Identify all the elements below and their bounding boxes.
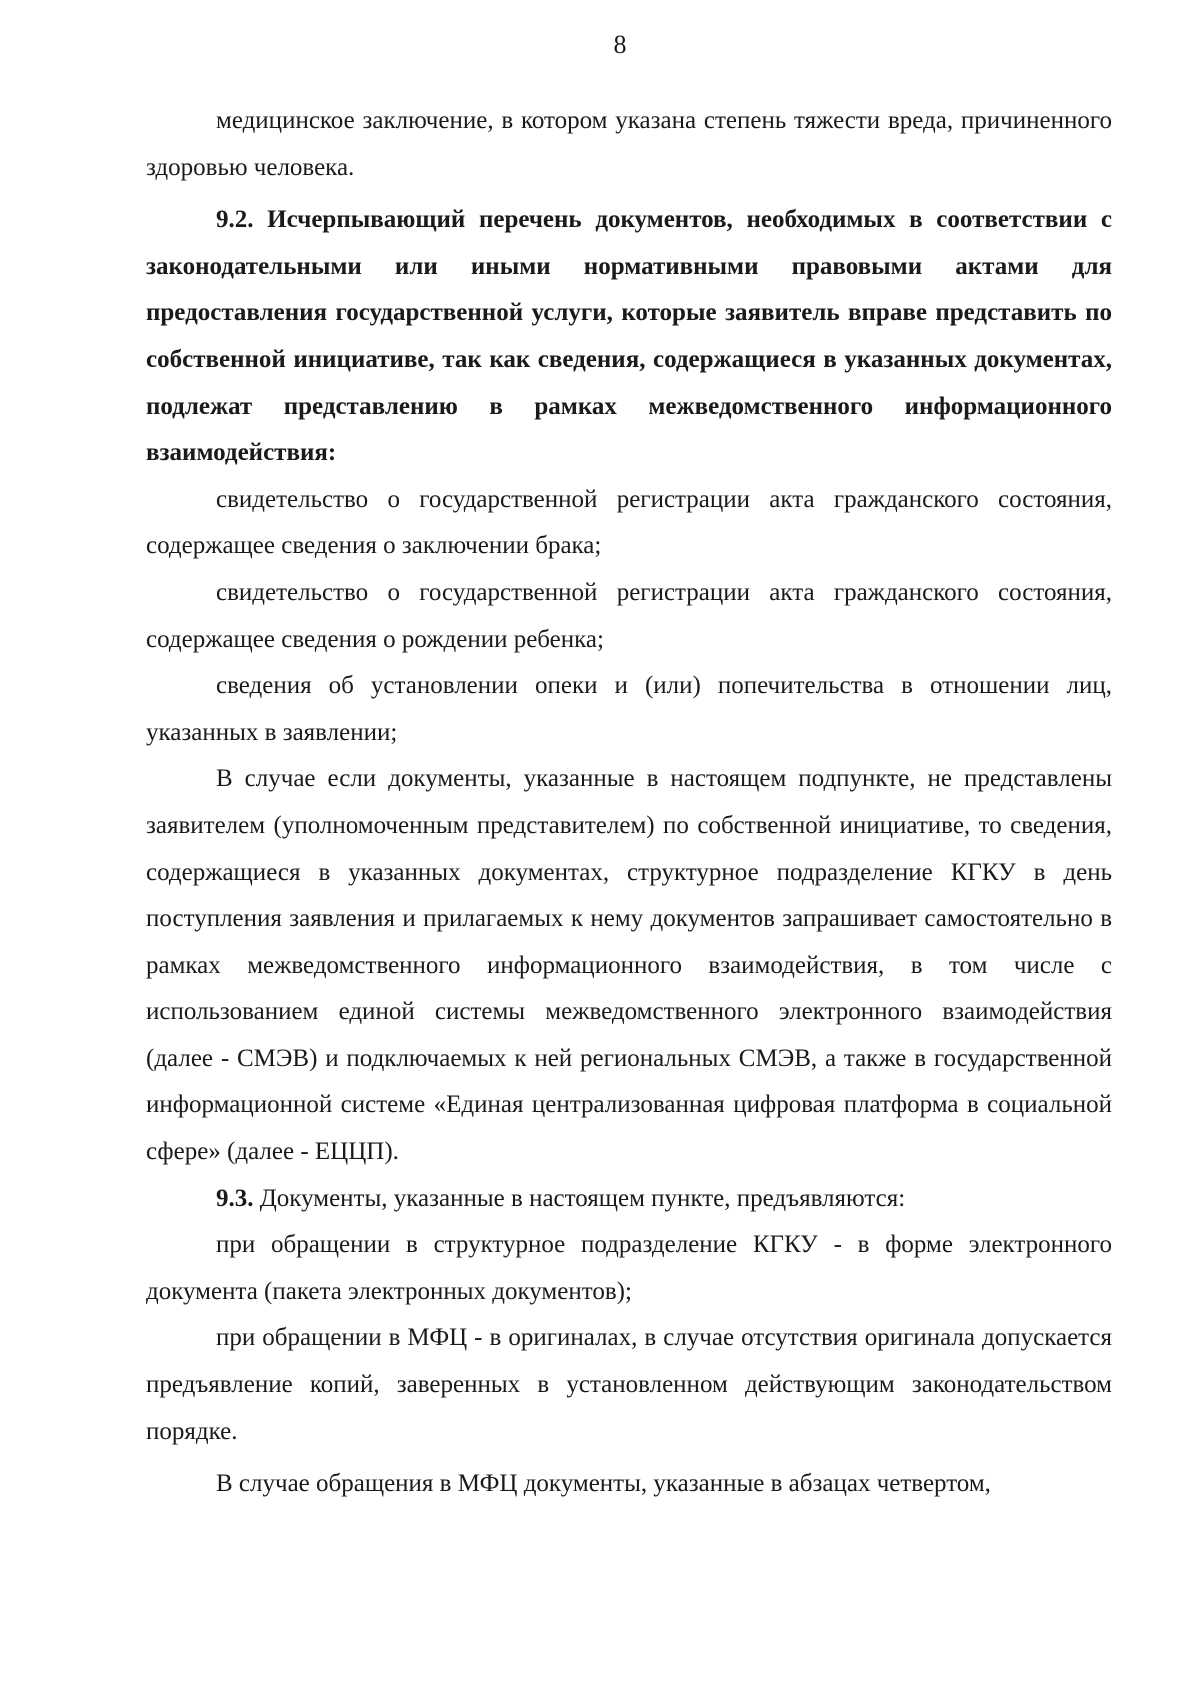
document-body [146,98,1112,1508]
page-number: 8 [613,30,627,59]
paragraph-medical-conclusion: медицинское заключение, в котором указана степень тяжести вреда, причиненного здоровью человека. [146,107,1112,181]
paragraph-mfc-originals: при обращении в МФЦ - в оригиналах, в случае отсутствия оригинала допускается предъявление копий, заверенных в установленном действующим законодательством порядке. [146,1324,1112,1445]
paragraph-9-3-text: Документы, указанные в настоящем пункте, предъявляются: [253,1184,906,1212]
paragraph-9-2-heading: 9.2. Исчерпывающий перечень документов, необходимых в соответствии с законодательными или иными нормативными правовыми актами для предоставления государственной услуги, которые заявитель вправе представить по собственной инициативе, так как сведения, содержащиеся в указанных документах, подлежат представлению в рамках межведомственного информационного взаимодействия: [146,206,1112,467]
paragraph-marriage-certificate: свидетельство о государственной регистрации акта гражданского состояния, содержащее сведения о заключении брака; [146,485,1112,560]
paragraph-9-3 [146,1176,1112,1223]
clause-number-9-3: 9.3. [216,1184,254,1212]
paragraph-birth-certificate: свидетельство о государственной регистрации акта гражданского состояния, содержащее сведения о рождении ребенка; [146,578,1112,653]
paragraph-guardianship-info: сведения об установлении опеки и (или) попечительства в отношении лиц, указанных в заявлении; [146,672,1112,746]
paragraph-kgku-electronic: при обращении в структурное подразделение КГКУ - в форме электронного документа (пакета электронных документов); [146,1231,1112,1305]
paragraph-mfc-documents: В случае обращения в МФЦ документы, указанные в абзацах четвертом, [216,1470,991,1498]
paragraph-interagency-request: В случае если документы, указанные в настоящем подпункте, не представлены заявителем (уполномоченным представителем) по собственной инициативе, то сведения, содержащиеся в указанных документах, структурное подразделение КГКУ в день поступления заявления и прилагаемых к нему документов запрашивает самостоятельно в рамках межведомственного информационного взаимодействия, в том числе с использованием единой системы межведомственного электронного взаимодействия (далее - СМЭВ) и подключаемых к ней региональных СМЭВ, а также в государственной информационной системе «Единая централизованная цифровая платформа в социальной сфере» (далее - ЕЦЦП). [146,765,1112,1166]
